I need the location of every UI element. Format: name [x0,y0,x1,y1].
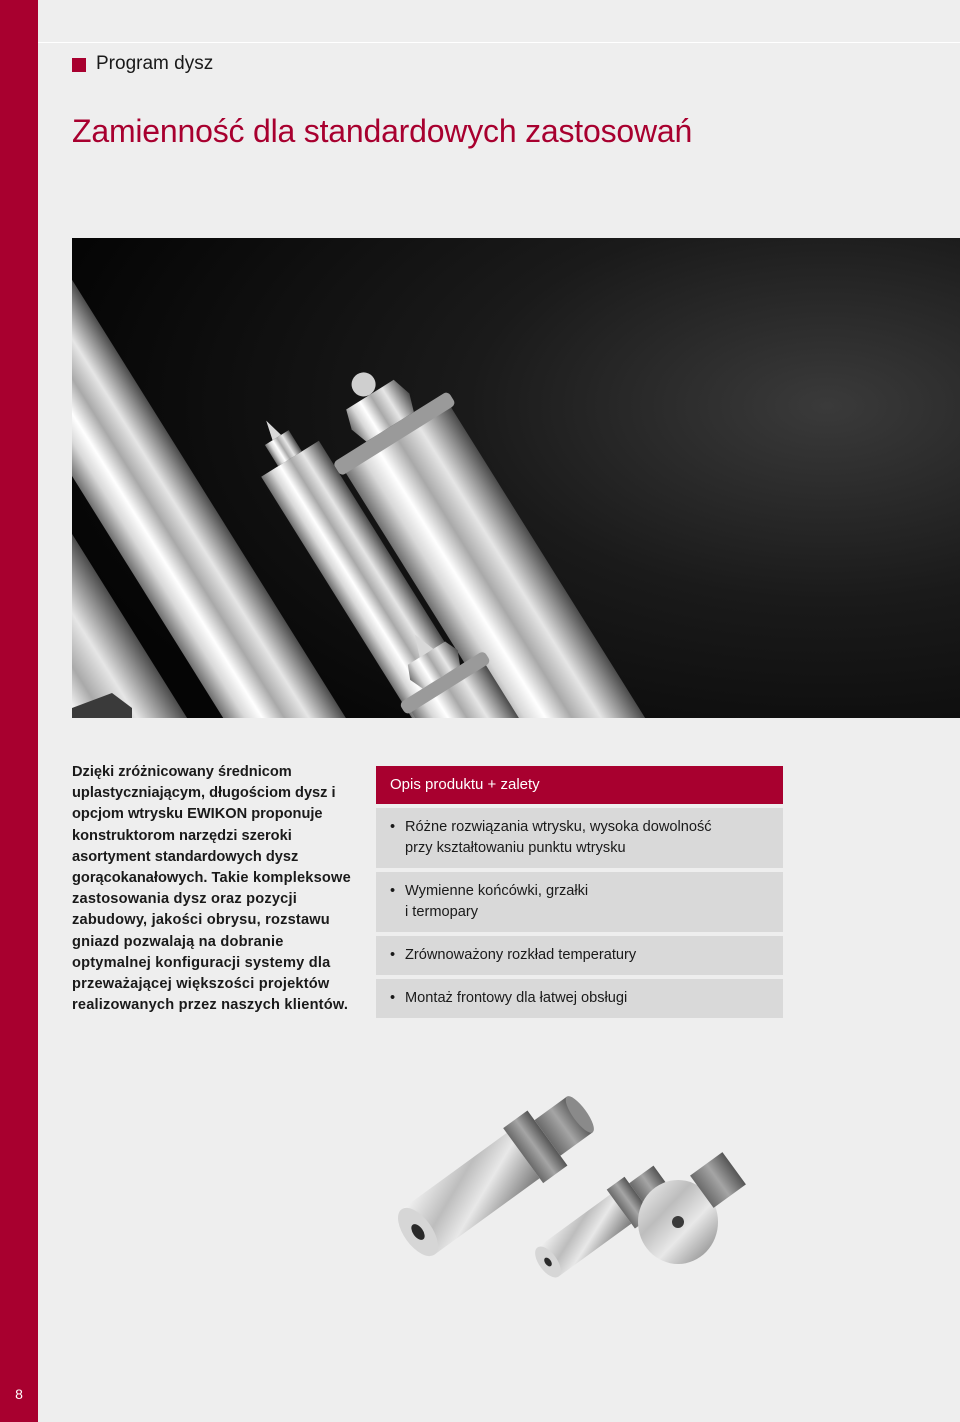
benefit-text-continued: i termopary [405,904,478,920]
benefits-heading: Opis produktu + zalety [376,766,783,804]
header-divider [38,42,960,43]
bullet-icon: • [390,883,396,899]
benefit-text: Montaż frontowy dla łatwej obsługi [405,990,628,1006]
benefit-text: Wymienne końcówki, grzałki [405,883,589,899]
intro-body-text: Takie kompleksowe zastosowania dysz oraz pozycji zabudowy, jakości obrysu, rozstawu gniazd pozwalają na dobranie optymalnej konfiguracji systemy dla przeważającej większości projektów realizowanych przez naszych klientów. [72,870,351,1014]
benefit-text: Zrównoważony rozkład temperatury [405,947,637,963]
bullet-icon: • [390,990,396,1006]
benefit-item [376,979,783,1018]
intro-paragraph [72,762,362,1016]
benefit-text-continued: przy kształtowaniu punktu wtrysku [405,840,626,856]
page-title: Zamienność dla standardowych zastosowań [72,113,693,149]
page-number: 8 [15,1386,23,1402]
section-marker-square [72,58,86,72]
benefit-text: Różne rozwiązania wtrysku, wysoka dowolność [405,819,712,835]
benefit-item [376,872,783,932]
hero-nozzles-photo [72,238,960,718]
section-label: Program dysz [96,53,214,74]
brand-sidebar [0,0,38,1422]
nozzle-tips-photo [378,1082,788,1302]
intro-lead-text: Dzięki zróżnicowany średnicom uplastyczniającym, długościom dysz i opcjom wtrysku EWIKON proponuje konstruktorom narzędzi szeroki asortyment standardowych dysz gorącokanałowych. [72,764,336,887]
bullet-icon: • [390,947,396,963]
benefit-item [376,808,783,868]
bullet-icon: • [390,819,396,835]
product-benefits-panel [376,766,783,1018]
benefit-item [376,936,783,975]
